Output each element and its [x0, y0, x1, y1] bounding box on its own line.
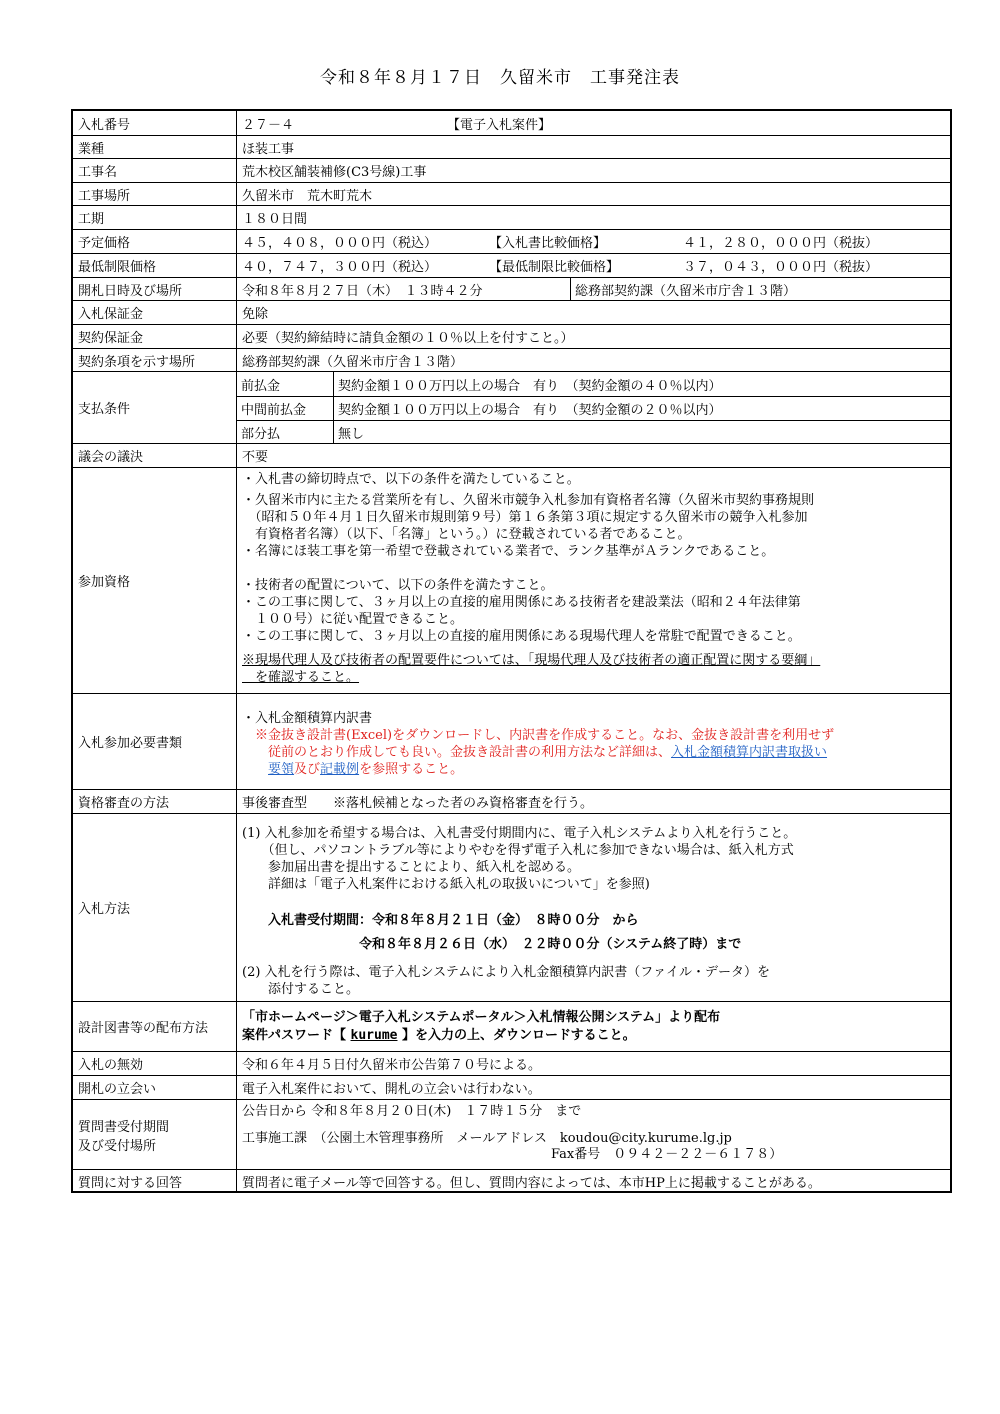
qualification-line: ・この工事に関して、３ヶ月以上の直接的雇用関係にある技術者を建設業法（昭和２４年法律第: [242, 595, 801, 610]
qualification-line: （昭和５０年４月１日久留米市規則第９号）第１６条第３項に規定する久留米市の競争入札参加: [242, 510, 808, 525]
bid-compare-label: 【入札書比較価格】: [489, 236, 607, 251]
payment-interim: [237, 396, 950, 420]
payment-item-value: 無し: [338, 427, 365, 442]
page-title: 令和８年８月１７日 久留米市 工事発注表: [320, 68, 680, 88]
row-invalid: [73, 1051, 950, 1075]
bid-number-label: 入札番号: [73, 111, 237, 135]
period-value: １８０日間: [242, 212, 308, 227]
qualification-line: ・技術者の配置について、以下の条件を満たすこと。: [242, 578, 554, 593]
opening-label: 開札日時及び場所: [73, 278, 237, 300]
row-answer: [73, 1169, 950, 1193]
row-planned-price: [73, 229, 950, 253]
location-label: 工事場所: [73, 183, 237, 205]
bid-number-value: [237, 111, 950, 135]
row-min-price: [73, 253, 950, 277]
method-line: 参加届出書を提出することにより、紙入札を認める。: [242, 860, 581, 875]
witness-value: 電子入札案件において、開札の立会いは行わない。: [242, 1082, 541, 1097]
contract-deposit-label: 契約保証金: [73, 325, 237, 348]
contract-terms-value: 総務部契約課（久留米市庁舎１３階）: [242, 354, 464, 370]
method-line: 添付すること。: [242, 982, 360, 997]
row-work-name: [73, 158, 950, 182]
row-review: [73, 789, 950, 813]
bid-number: ２７－４: [242, 117, 295, 133]
row-qualification: [73, 467, 950, 693]
order-table: [71, 109, 952, 1193]
row-contract-deposit: [73, 324, 950, 348]
question-label: [73, 1100, 237, 1169]
documents-note: ※金抜き設計書(Excel)をダウンロードし、内訳書を作成すること。なお、金抜き設計書を利用せず: [242, 728, 835, 743]
bid-deposit-label: 入札保証金: [73, 301, 237, 324]
distribution-value: [237, 1002, 950, 1051]
question-label-line: 及び受付場所: [78, 1138, 157, 1154]
answer-label: 質問に対する回答: [73, 1170, 237, 1193]
work-name-label: 工事名: [73, 159, 237, 182]
documents-note: 及び: [294, 762, 321, 777]
row-documents: [73, 693, 950, 789]
min-compare-price: ３７，０４３，０００円（税抜）: [683, 260, 879, 275]
documents-indent: [242, 762, 268, 777]
period-label: 工期: [73, 206, 237, 229]
category-value: ほ装工事: [242, 141, 295, 157]
documents-note-line: [242, 745, 827, 761]
method-line: (1) 入札参加を希望する場合は、入札書受付期間内に、電子入札システムより入札を行うこと。: [242, 826, 797, 841]
question-place: 工事施工課 （公園土木管理事務所 メールアドレス koudou@city.kurume.lg.jp: [242, 1131, 732, 1146]
council-value: 不要: [242, 450, 269, 465]
qualification-line: ・この工事に関して、３ヶ月以上の直接的雇用関係にある現場代理人を常駐で配置できること。: [242, 629, 801, 644]
min-price: ４０，７４７，３００円（税込）: [242, 260, 438, 275]
qualification-line: ・名簿にほ装工事を第一希望で登載されている業者で、ランク基準がＡランクであること。: [242, 544, 775, 559]
work-name-value: 荒木校区舗装補修(C3号線)工事: [242, 165, 427, 180]
example-link[interactable]: 記載例: [320, 762, 360, 777]
min-price-label: 最低制限価格: [73, 254, 237, 277]
documents-note-line: [242, 762, 463, 778]
payment-item-value: 契約金額１００万円以上の場合 有り （契約金額の４０％以内）: [338, 378, 722, 394]
documents-note: を参照すること。: [359, 762, 464, 777]
row-location: [73, 182, 950, 205]
distribution-line: 「市ホームページ＞電子入札システムポータル＞入札情報公開システム」より配布: [242, 1010, 721, 1025]
estimate-guide-link[interactable]: 要領: [268, 762, 295, 777]
payment-item-value: 契約金額１００万円以上の場合 有り （契約金額の２０％以内）: [338, 403, 722, 418]
payment-advance: [237, 372, 950, 396]
method-line: （但し、パソコントラブル等によりやむを得ず電子入札に参加できない場合は、紙入札方式: [242, 843, 794, 858]
password-suffix: 】を入力の上、ダウンロードすること。: [397, 1028, 636, 1043]
row-contract-terms: [73, 348, 950, 371]
opening-datetime: 令和８年８月２７日（木） １３時４２分: [242, 283, 483, 299]
method-value: [237, 814, 950, 1001]
payment-partial: [237, 420, 950, 443]
planned-price-value: [237, 230, 950, 253]
qualification-line: ・入札書の締切時点で、以下の条件を満たしていること。: [242, 472, 580, 487]
row-category: [73, 135, 950, 158]
documents-line: ・入札金額積算内訳書: [242, 711, 373, 726]
method-label: 入札方法: [73, 814, 237, 1001]
payment-item-name: 中間前払金: [237, 397, 334, 420]
payment-label: 支払条件: [73, 372, 237, 443]
row-distribution: [73, 1001, 950, 1051]
row-opening: [73, 277, 950, 300]
qualification-line: 有資格者名簿）（以下、「名簿」という。）に登載されている者であること。: [242, 527, 691, 542]
question-value: [237, 1100, 950, 1169]
question-label-line: 質問書受付期間: [78, 1119, 170, 1135]
review-label: 資格審査の方法: [73, 790, 237, 813]
password-prefix: 案件パスワード【: [242, 1028, 351, 1043]
documents-label: 入札参加必要書類: [73, 694, 237, 789]
witness-label: 開札の立会い: [73, 1076, 237, 1099]
payment-table: [237, 372, 950, 443]
bid-period-end: 令和８年８月２６日（水） ２２時００分（システム終了時）まで: [242, 937, 742, 952]
answer-value: 質問者に電子メール等で回答する。但し、質問内容によっては、本市HP上に掲載することがある。: [242, 1176, 821, 1191]
documents-value: [237, 694, 950, 789]
council-label: 議会の議決: [73, 444, 237, 467]
distribution-label: 設計図書等の配布方法: [73, 1002, 237, 1051]
invalid-value: 令和６年４月５日付久留米市公告第７０号による。: [242, 1058, 542, 1073]
electronic-bid-tag: 【電子入札案件】: [447, 117, 552, 133]
method-line: 詳細は「電子入札案件における紙入札の取扱いについて」を参照): [242, 877, 650, 892]
row-witness: [73, 1075, 950, 1099]
row-period: [73, 205, 950, 229]
row-bid-deposit: [73, 300, 950, 324]
min-price-value: [237, 254, 950, 277]
min-compare-label: 【最低制限比較価格】: [489, 260, 620, 275]
bid-deposit-value: 免除: [242, 307, 269, 322]
placement-note: を確認すること。: [242, 670, 360, 685]
documents-note: 従前のとおり作成しても良い。金抜き設計書の利用方法など詳細は、: [242, 745, 672, 760]
fax-number: Fax番号 ０９４２－２２－６１７８）: [551, 1147, 783, 1162]
category-label: 業種: [73, 136, 237, 158]
row-bid-number: [73, 111, 950, 135]
row-payment: [73, 371, 950, 443]
payment-item-name: 部分払: [237, 421, 334, 443]
review-value: 事後審査型 ※落札候補となった者のみ資格審査を行う。: [242, 796, 594, 811]
location-value: 久留米市 荒木町荒木: [242, 188, 373, 204]
bid-compare-price: ４１，２８０，０００円（税抜）: [683, 236, 879, 251]
qualification-line: １００号）に従い配置できること。: [242, 612, 464, 627]
row-method: [73, 813, 950, 1001]
contract-deposit-value: 必要（契約締結時に請負金額の１０％以上を付すこと。）: [242, 331, 574, 346]
question-period: 公告日から 令和８年８月２０日(木) １７時１５分 まで: [242, 1104, 582, 1119]
payment-item-name: 前払金: [237, 372, 334, 396]
planned-price: ４５，４０８，０００円（税込）: [242, 236, 438, 251]
row-council: [73, 443, 950, 467]
distribution-line: [242, 1028, 636, 1044]
opening-place: 総務部契約課（久留米市庁舎１３階）: [575, 283, 797, 299]
estimate-guide-link[interactable]: 入札金額積算内訳書取扱い: [671, 745, 828, 760]
row-question: [73, 1099, 950, 1169]
case-password: kurume: [350, 1028, 398, 1043]
invalid-label: 入札の無効: [73, 1052, 237, 1075]
bid-period-start: 入札書受付期間：令和８年８月２１日（金） ８時００分 から: [242, 913, 639, 928]
method-line: (2) 入札を行う際は、電子入札システムにより入札金額積算内訳書（ファイル・データ）を: [242, 965, 770, 980]
qualification-line: ・久留米市内に主たる営業所を有し、久留米市競争入札参加有資格者名簿（久留米市契約事務規則: [242, 493, 815, 508]
placement-note: ※現場代理人及び技術者の配置要件については、「現場代理人及び技術者の適正配置に関する要綱」: [242, 653, 821, 668]
qualification-label: 参加資格: [73, 468, 237, 693]
contract-terms-label: 契約条項を示す場所: [73, 349, 237, 371]
qualification-value: [237, 468, 950, 693]
planned-price-label: 予定価格: [73, 230, 237, 253]
